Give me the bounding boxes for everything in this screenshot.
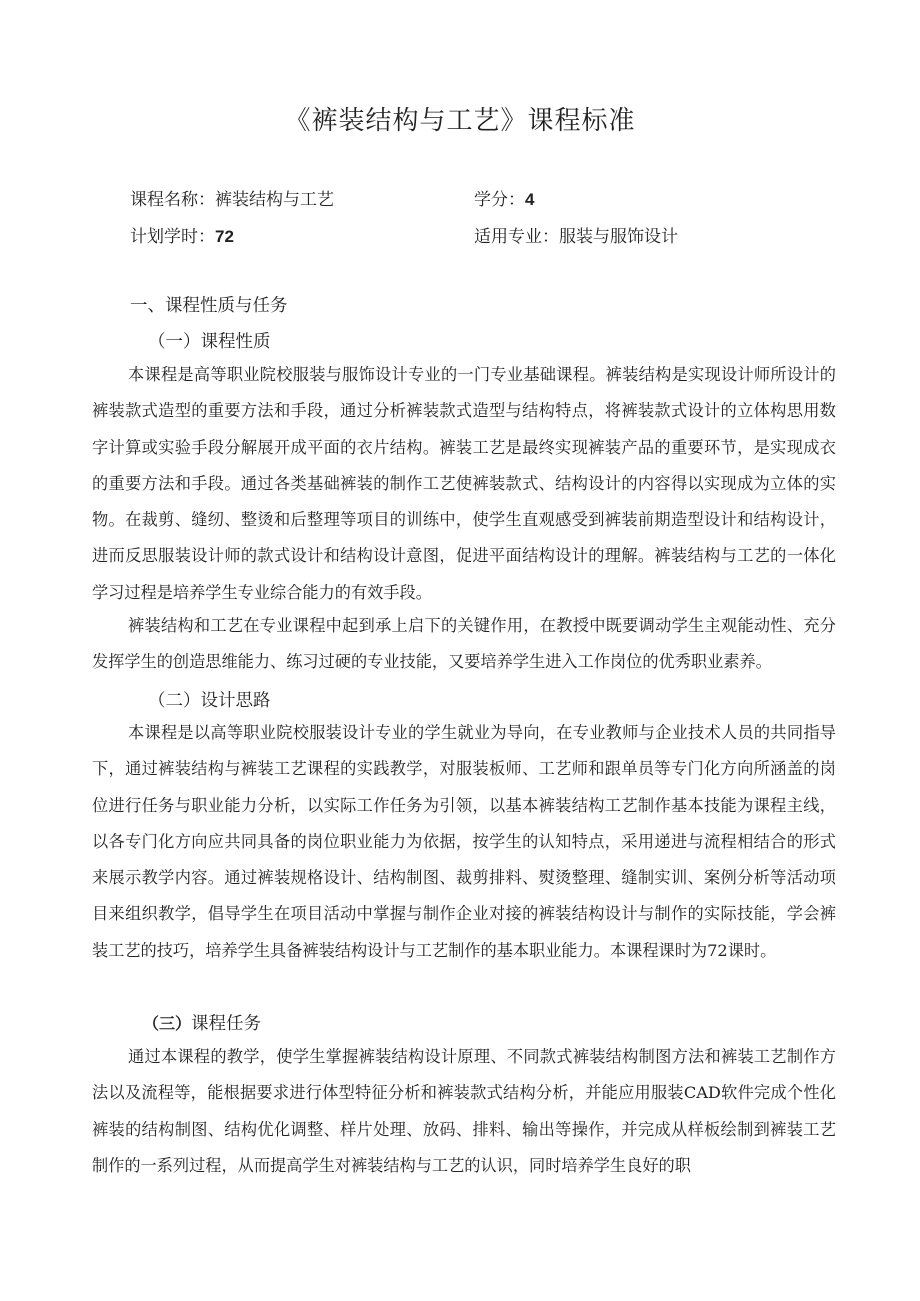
major-field: 适用专业：服装与服饰设计 bbox=[474, 227, 678, 247]
subsection-heading-task bbox=[143, 1010, 261, 1035]
credits-label: 学分： bbox=[474, 190, 525, 210]
paragraph-nature-2: 裤装结构和工艺在专业课程中起到承上启下的关键作用，在教授中既要调动学生主观能动性、充分发挥学生的创造思维能力、练习过硬的专业技能，又要培养学生进入工作岗位的优秀职业素养。 bbox=[92, 616, 836, 672]
subsection-heading-design: （二）设计思路 bbox=[148, 691, 271, 711]
course-name-field: 课程名称：裤装结构与工艺 bbox=[130, 190, 334, 210]
hours-label: 计划学时： bbox=[130, 227, 215, 247]
credits-value: 4 bbox=[525, 190, 535, 209]
paragraph-task-1: 通过本课程的教学，使学生掌握裤装结构设计原理、不同款式裤装结构制图方法和裤装工艺制作方法以及流程等，能根据要求进行体型特征分析和裤装款式结构分析，并能应用服装CAD软件完成个性化裤装的结构制图、结构优化调整、样片处理、放码、排料、输出等操作，并完成从样板绘制到裤装工艺制作的一系列过程，从而提高学生对裤装结构与工艺的认识，同时培养学生良好的职 bbox=[92, 1047, 836, 1175]
document-title: 《裤装结构与工艺》课程标准 bbox=[284, 106, 636, 136]
credits-field bbox=[474, 185, 534, 210]
hours-value: 72 bbox=[215, 227, 234, 246]
subsection-task-label: 课程任务 bbox=[191, 1014, 262, 1034]
subsection-heading-nature: （一）课程性质 bbox=[148, 332, 271, 352]
subsection-task-number: （三） bbox=[143, 1016, 192, 1033]
paragraph-design-1: 本课程是以高等职业院校服装设计专业的学生就业为导向，在专业教师与企业技术人员的共同指导下，通过裤装结构与裤装工艺课程的实践教学，对服装板师、工艺师和跟单员等专门化方向所涵盖的岗位进行任务与职业能力分析，以实际工作任务为引领，以基本裤装结构工艺制作基本技能为课程主线，以各专门化方向应共同具备的岗位职业能力为依据，按学生的认知特点，采用递进与流程相结合的形式来展示教学内容。通过裤装规格设计、结构制图、裁剪排料、熨烫整理、缝制实训、案例分析等活动项目来组织教学，倡导学生在项目活动中掌握与制作企业对接的裤装结构设计与制作的实际技能，学会裤装工艺的技巧，培养学生具备裤装结构设计与工艺制作的基本职业能力。本课程课时为72课时。 bbox=[92, 723, 836, 960]
section-heading-nature-task: 一、课程性质与任务 bbox=[130, 296, 288, 316]
paragraph-nature-1: 本课程是高等职业院校服装与服饰设计专业的一门专业基础课程。裤装结构是实现设计师所设计的裤装款式造型的重要方法和手段，通过分析裤装款式造型与结构特点，将裤装款式设计的立体构思用数字计算或实验手段分解展开成平面的衣片结构。裤装工艺是最终实现裤装产品的重要环节，是实现成衣的重要方法和手段。通过各类基础裤装的制作工艺使裤装款式、结构设计的内容得以实现成为立体的实物。在裁剪、缝纫、整烫和后整理等项目的训练中，使学生直观感受到裤装前期造型设计和结构设计，进而反思服装设计师的款式设计和结构设计意图，促进平面结构设计的理解。裤装结构与工艺的一体化学习过程是培养学生专业综合能力的有效手段。 bbox=[92, 365, 836, 602]
hours-field bbox=[130, 222, 234, 247]
